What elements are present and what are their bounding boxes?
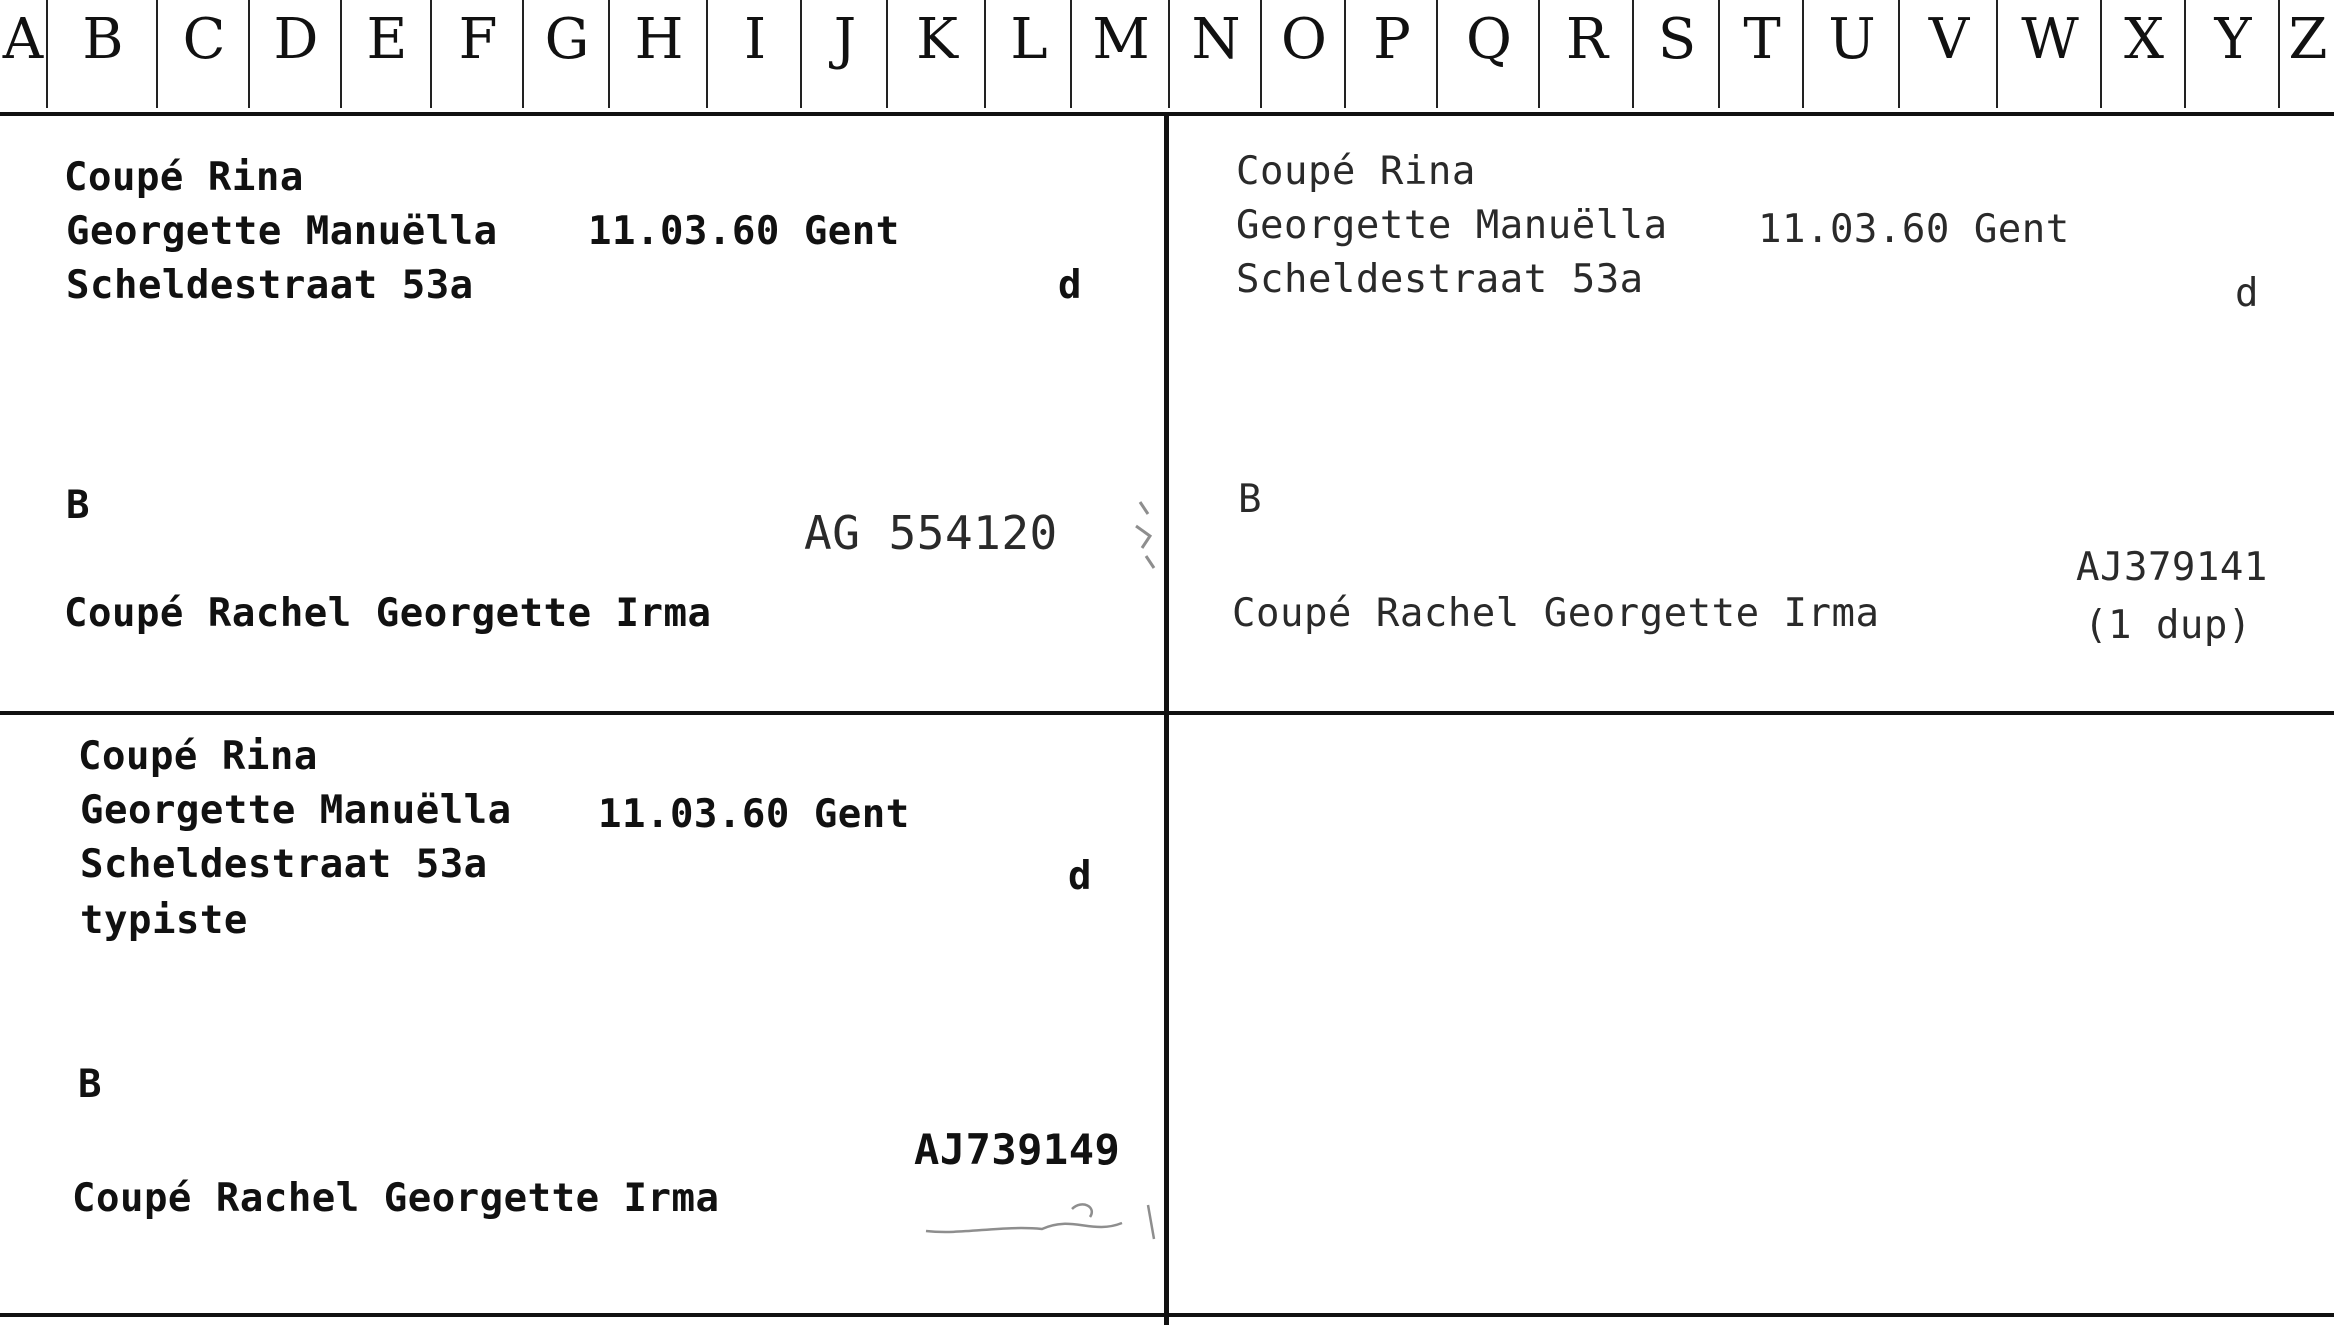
- index-letter-h[interactable]: H: [608, 0, 708, 108]
- index-letter-w[interactable]: W: [1996, 0, 2102, 108]
- card-full-name: Coupé Rachel Georgette Irma: [1232, 591, 1880, 636]
- index-letter-p[interactable]: P: [1344, 0, 1438, 108]
- index-letter-a[interactable]: A: [2, 7, 44, 72]
- card-name-line: Coupé Rina: [1236, 149, 1476, 194]
- index-letter-j[interactable]: J: [800, 0, 888, 108]
- card-given-names: Georgette Manuëlla: [1236, 203, 1668, 248]
- index-letter-q[interactable]: Q: [1436, 0, 1540, 108]
- index-letter-n[interactable]: N: [1168, 0, 1262, 108]
- card-birth: 11.03.60 Gent: [1758, 207, 2070, 252]
- index-letter-f[interactable]: F: [430, 0, 524, 108]
- ink-smudge: [1128, 496, 1168, 576]
- card-given-names: Georgette Manuëlla: [66, 209, 498, 254]
- card-code: d: [1058, 263, 1082, 308]
- card-letter: B: [1238, 477, 1262, 522]
- card-occupation: typiste: [80, 898, 248, 943]
- alphabet-index-bar: [0, 0, 2334, 116]
- index-letter-i[interactable]: I: [706, 0, 802, 108]
- index-letter-d[interactable]: D: [248, 0, 342, 108]
- index-letter-u[interactable]: U: [1802, 0, 1900, 108]
- card-document-number: AJ379141: [2076, 545, 2268, 590]
- index-letter-g[interactable]: G: [522, 0, 610, 108]
- card-letter: B: [78, 1062, 102, 1107]
- card-given-names: Georgette Manuëlla: [80, 788, 512, 833]
- card-code: d: [1068, 854, 1092, 899]
- index-letter-z[interactable]: Z: [2278, 0, 2334, 108]
- card-document-note: (1 dup): [2084, 603, 2252, 648]
- card-name-line: Coupé Rina: [64, 155, 304, 200]
- index-letter-o[interactable]: O: [1260, 0, 1346, 108]
- card-birth: 11.03.60 Gent: [588, 209, 900, 254]
- card-address: Scheldestraat 53a: [1236, 257, 1644, 302]
- index-letter-k[interactable]: K: [886, 0, 986, 108]
- index-letter-m[interactable]: M: [1070, 0, 1170, 108]
- card-document-number: AJ739149: [914, 1125, 1121, 1174]
- index-letter-s[interactable]: S: [1632, 0, 1720, 108]
- card-letter: B: [66, 483, 90, 528]
- card-code: d: [2235, 271, 2259, 316]
- card-full-name: Coupé Rachel Georgette Irma: [72, 1176, 720, 1221]
- index-letter-v[interactable]: V: [1898, 0, 1998, 108]
- record-card-1[interactable]: [0, 116, 1164, 711]
- index-letter-e[interactable]: E: [340, 0, 432, 108]
- index-letter-c[interactable]: C: [156, 0, 250, 108]
- record-card-3[interactable]: [0, 715, 1164, 1313]
- card-document-number: AG 554120: [804, 506, 1058, 560]
- handwritten-scribble: [922, 1195, 1162, 1245]
- card-address: Scheldestraat 53a: [80, 842, 488, 887]
- card-name-line: Coupé Rina: [78, 734, 318, 779]
- index-letter-b[interactable]: B: [46, 0, 158, 108]
- index-letter-l[interactable]: L: [984, 0, 1072, 108]
- record-card-2[interactable]: [1169, 116, 2334, 711]
- index-letter-t[interactable]: T: [1718, 0, 1804, 108]
- index-letter-r[interactable]: R: [1538, 0, 1634, 108]
- card-address: Scheldestraat 53a: [66, 263, 474, 308]
- index-letter-y[interactable]: Y: [2184, 0, 2280, 108]
- index-letter-x[interactable]: X: [2100, 0, 2186, 108]
- card-full-name: Coupé Rachel Georgette Irma: [64, 591, 712, 636]
- row-divider-2: [0, 1313, 2334, 1317]
- card-birth: 11.03.60 Gent: [598, 792, 910, 837]
